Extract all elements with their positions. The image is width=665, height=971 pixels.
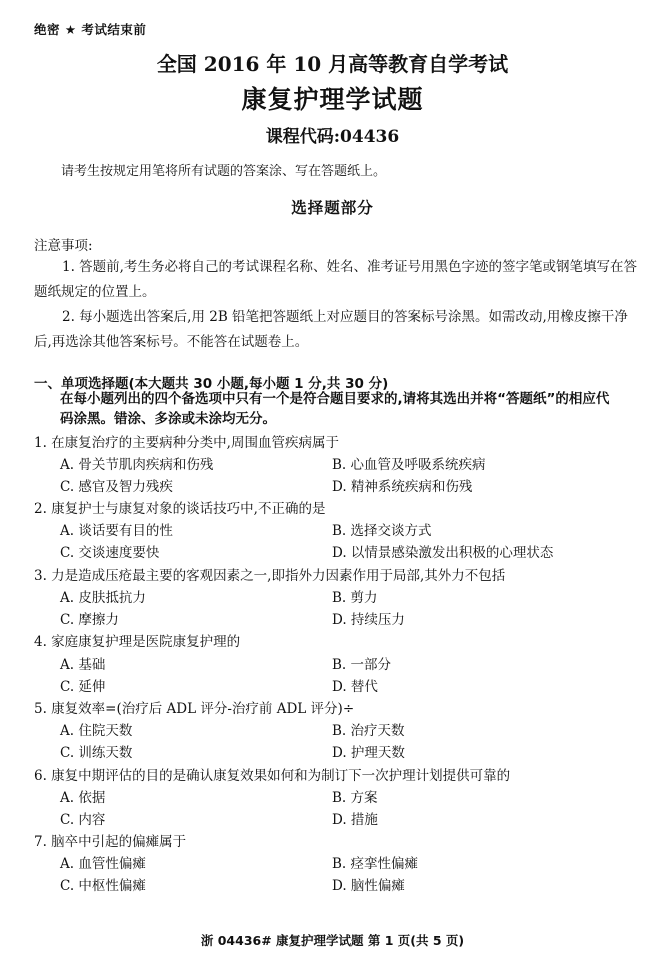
option-a: A. 基础 [60,657,106,673]
note-item-1: 1. 答题前,考生务必将自己的考试课程名称、姓名、准考证号用黑色字迹的签字笔或钢笔填写在答题纸规定的位置上。 [34,259,637,300]
option-c: C. 感官及智力残疾 [60,479,173,495]
option-b: B. 心血管及呼吸系统疾病 [332,457,486,473]
option-b: B. 方案 [332,790,378,806]
note-item-2: 2. 每小题选出答案后,用 2B 铅笔把答题纸上对应题目的答案标号涂黑。如需改动,用橡皮擦干净后,再选涂其他答案标号。不能答在试题卷上。 [34,309,628,350]
option-b: B. 痉挛性偏瘫 [332,856,419,872]
question-stem: 3. 力是造成压疮最主要的客观因素之一,即指外力因素作用于局部,其外力不包括 [34,568,506,584]
notes-heading: 注意事项: [34,238,93,254]
course-code: 课程代码:04436 [265,127,400,147]
part-one-heading: 一、单项选择题(本大题共 30 小题,每小题 1 分,共 30 分) [34,376,389,392]
option-a: A. 谈话要有目的性 [60,523,173,539]
option-c: C. 摩擦力 [60,612,119,628]
option-a: A. 住院天数 [60,723,133,739]
question-stem: 5. 康复效率=(治疗后 ADL 评分-治疗前 ADL 评分)÷ [34,701,355,717]
page-footer: 浙 04436# 康复护理学试题 第 1 页(共 5 页) [200,933,465,948]
option-b: B. 选择交谈方式 [332,523,432,539]
question-stem: 6. 康复中期评估的目的是确认康复效果如何和为制订下一次护理计划提供可靠的 [34,768,511,784]
option-c: C. 训练天数 [60,745,133,761]
option-d: D. 脑性偏瘫 [332,878,405,894]
option-a: A. 骨关节肌肉疾病和伤残 [60,457,214,473]
option-c: C. 内容 [60,812,106,828]
option-b: B. 一部分 [332,657,392,673]
part-one-instruction: 在每小题列出的四个备选项中只有一个是符合题目要求的,请将其选出并将“答题纸”的相应代码涂黑。错涂、多涂或未涂均无分。 [60,391,610,427]
option-a: A. 血管性偏瘫 [60,856,146,872]
exam-title: 全国 2016 年 10 月高等教育自学考试 [156,52,509,76]
option-d: D. 以情景感染激发出积极的心理状态 [332,545,554,561]
option-c: C. 延伸 [60,679,106,695]
option-b: B. 剪力 [332,590,378,606]
general-instruction: 请考生按规定用笔将所有试题的答案涂、写在答题纸上。 [61,164,387,179]
option-b: B. 治疗天数 [332,723,405,739]
option-d: D. 持续压力 [332,612,405,628]
question-stem: 1. 在康复治疗的主要病种分类中,周围血管疾病属于 [34,435,339,451]
option-d: D. 措施 [332,812,378,828]
section-title: 选择题部分 [291,198,374,217]
question-stem: 4. 家庭康复护理是医院康复护理的 [34,634,241,650]
option-d: D. 替代 [332,679,378,695]
option-a: A. 皮肤抵抗力 [60,590,146,606]
question-stem: 2. 康复护士与康复对象的谈话技巧中,不正确的是 [34,501,326,517]
confidential-label: 绝密 ★ 考试结束前 [34,22,147,37]
option-c: C. 交谈速度要快 [60,545,160,561]
option-d: D. 精神系统疾病和伤残 [332,479,473,495]
option-c: C. 中枢性偏瘫 [60,878,146,894]
option-a: A. 依据 [60,790,106,806]
option-d: D. 护理天数 [332,745,405,761]
subject-title: 康复护理学试题 [241,85,424,114]
question-stem: 7. 脑卒中引起的偏瘫属于 [34,834,187,850]
